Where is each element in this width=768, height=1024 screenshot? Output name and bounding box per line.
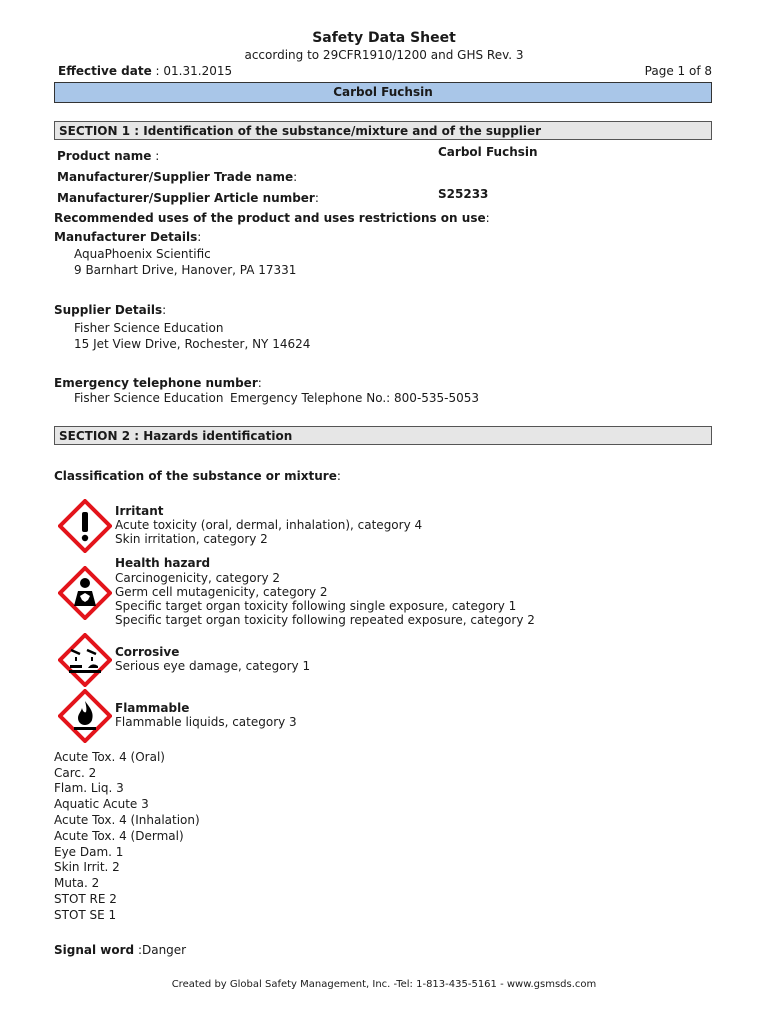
hazard-title-health: Health hazard	[115, 556, 211, 570]
signal-word-row	[54, 939, 186, 958]
article-number-row	[57, 187, 319, 206]
hazard-code: STOT RE 2	[54, 892, 117, 906]
hazard-title-flammable: Flammable	[115, 701, 190, 715]
hazard-code: Flam. Liq. 3	[54, 781, 124, 795]
trade-name-label: Manufacturer/Supplier Trade name	[57, 170, 294, 184]
hazard-code: Carc. 2	[54, 766, 97, 780]
manufacturer-name: AquaPhoenix Scientific	[74, 247, 211, 261]
hazard-code: Aquatic Acute 3	[54, 797, 149, 811]
health-hazard-icon	[58, 566, 112, 620]
effective-date-value: : 01.31.2015	[151, 64, 233, 78]
supplier-details-colon: :	[162, 303, 167, 317]
emergency-phone-label: Emergency telephone number	[54, 376, 258, 390]
exclamation-mark-icon	[58, 499, 112, 553]
product-name-colon: :	[151, 149, 160, 163]
recommended-uses-row	[54, 207, 490, 226]
corrosion-icon	[58, 633, 112, 687]
article-number-colon: :	[314, 191, 319, 205]
product-name-row	[57, 145, 159, 164]
product-name-value: Carbol Fuchsin	[438, 145, 538, 159]
hazard-code: STOT SE 1	[54, 908, 117, 922]
emergency-phone-colon: :	[257, 376, 262, 390]
signal-word-value: :Danger	[134, 943, 187, 957]
document-title: Safety Data Sheet	[312, 30, 456, 46]
hazard-code: Skin Irrit. 2	[54, 860, 120, 874]
emergency-company: Fisher Science Education	[74, 391, 224, 405]
classification-row	[54, 465, 341, 484]
effective-date	[58, 64, 232, 78]
hazard-code: Acute Tox. 4 (Dermal)	[54, 829, 184, 843]
hazard-line: Specific target organ toxicity following repeated exposure, category 2	[115, 613, 535, 627]
hazard-line: Germ cell mutagenicity, category 2	[115, 585, 328, 599]
hazard-line: Serious eye damage, category 1	[115, 659, 311, 673]
trade-name-row	[57, 166, 297, 185]
supplier-address: 15 Jet View Drive, Rochester, NY 14624	[74, 337, 311, 351]
manufacturer-details-label: Manufacturer Details	[54, 230, 198, 244]
hazard-code: Acute Tox. 4 (Inhalation)	[54, 813, 200, 827]
classification-label: Classification of the substance or mixture	[54, 469, 337, 483]
hazard-line: Specific target organ toxicity following single exposure, category 1	[115, 599, 517, 613]
recommended-uses-label: Recommended uses of the product and uses restrictions on use	[54, 211, 486, 225]
hazard-line: Flammable liquids, category 3	[115, 715, 297, 729]
product-name-label: Product name	[57, 149, 152, 163]
page-number: Page 1 of 8	[644, 64, 712, 78]
supplier-details-row	[54, 299, 166, 318]
hazard-line: Carcinogenicity, category 2	[115, 571, 281, 585]
hazard-code: Muta. 2	[54, 876, 100, 890]
hazard-code: Acute Tox. 4 (Oral)	[54, 750, 165, 764]
classification-colon: :	[336, 469, 341, 483]
hazard-line: Acute toxicity (oral, dermal, inhalation), category 4	[115, 518, 423, 532]
signal-word-label: Signal word	[54, 943, 135, 957]
manufacturer-details-colon: :	[197, 230, 202, 244]
hazard-line: Skin irritation, category 2	[115, 532, 268, 546]
emergency-phone-number: Emergency Telephone No.: 800-535-5053	[230, 391, 480, 405]
document-subtitle: according to 29CFR1910/1200 and GHS Rev. 3	[244, 48, 524, 62]
article-number-label: Manufacturer/Supplier Article number	[57, 191, 315, 205]
article-number-value: S25233	[438, 187, 489, 201]
emergency-phone-row	[54, 372, 262, 391]
recommended-uses-colon: :	[485, 211, 490, 225]
effective-date-label: Effective date	[58, 64, 152, 78]
flame-icon	[58, 689, 112, 743]
section-1-heading: SECTION 1 : Identification of the substance/mixture and of the supplier	[54, 121, 712, 140]
manufacturer-details-row	[54, 226, 201, 245]
product-banner: Carbol Fuchsin	[54, 82, 712, 103]
hazard-title-corrosive: Corrosive	[115, 645, 180, 659]
hazard-code: Eye Dam. 1	[54, 845, 124, 859]
page-footer: Created by Global Safety Management, Inc. -Tel: 1-813-435-5161 - www.gsmsds.com	[171, 979, 597, 990]
manufacturer-address: 9 Barnhart Drive, Hanover, PA 17331	[74, 263, 297, 277]
trade-name-colon: :	[293, 170, 298, 184]
supplier-name: Fisher Science Education	[74, 321, 224, 335]
section-2-heading: SECTION 2 : Hazards identification	[54, 426, 712, 445]
supplier-details-label: Supplier Details	[54, 303, 163, 317]
hazard-title-irritant: Irritant	[115, 504, 164, 518]
